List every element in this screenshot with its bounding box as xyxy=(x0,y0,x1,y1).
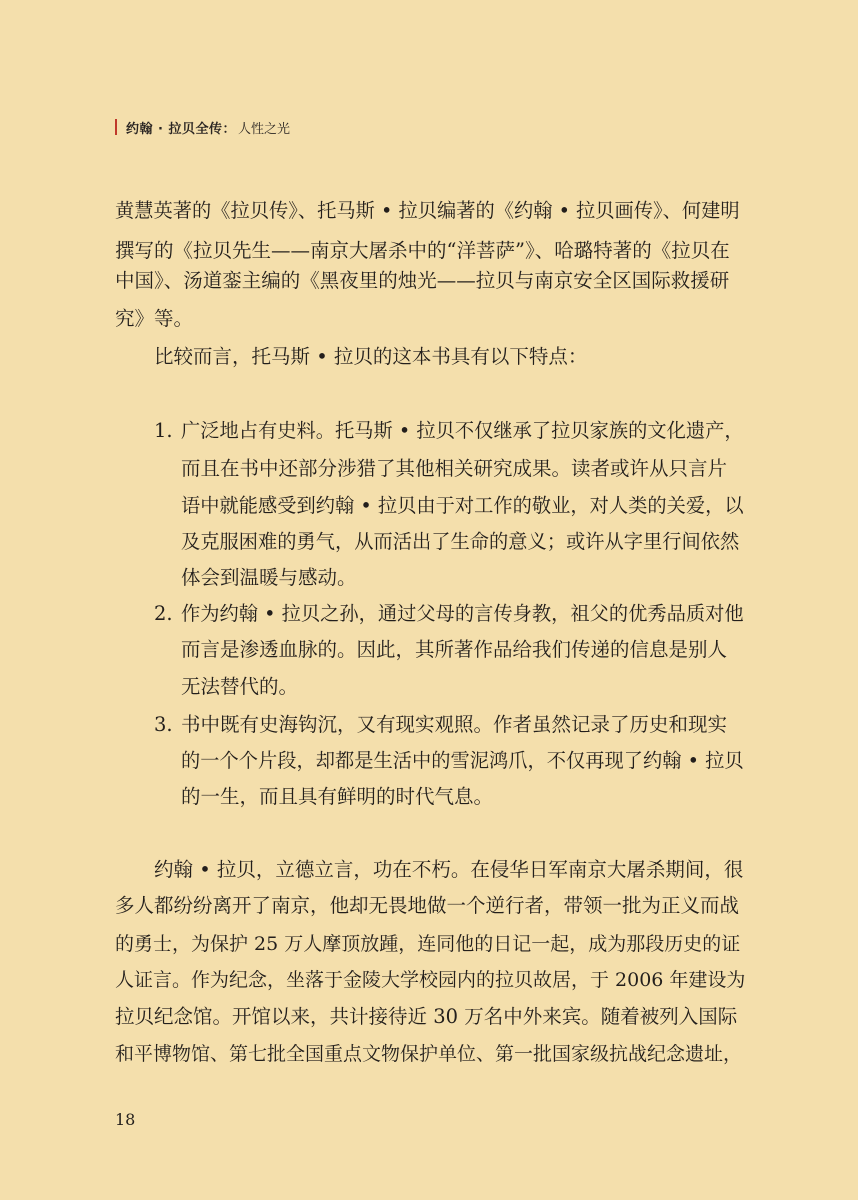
text-line: 体会到温暖与感动。 xyxy=(181,566,357,589)
text-line: 语中就能感受到约翰 • 拉贝由于对工作的敬业，对人类的关爱，以 xyxy=(181,494,744,517)
text-line: 撰写的《拉贝先生——南京大屠杀中的“洋菩萨”》、哈璐特著的《拉贝在 xyxy=(115,239,730,262)
text-line: 广泛地占有史料。托马斯 • 拉贝不仅继承了拉贝家族的文化遗产， xyxy=(181,419,744,442)
text-line: 和平博物馆、第七批全国重点文物保护单位、第一批国家级抗战纪念遗址， xyxy=(115,1043,743,1065)
list-number: 3. xyxy=(154,713,173,736)
text-line: 无法替代的。 xyxy=(181,675,299,698)
text-line: 而言是渗透血脉的。因此，其所著作品给我们传递的信息是别人 xyxy=(181,638,728,661)
list-number: 2. xyxy=(154,602,173,625)
header-title: 约翰 · 拉贝全传： xyxy=(126,121,236,137)
text-line: 黄慧英著的《拉贝传》、托马斯 • 拉贝编著的《约翰 • 拉贝画传》、何建明 xyxy=(115,199,740,222)
text-line: 的一生，而且具有鲜明的时代气息。 xyxy=(181,785,494,808)
text-line: 多人都纷纷离开了南京，他却无畏地做一个逆行者，带领一批为正义而战 xyxy=(115,894,740,917)
text-line: 书中既有史海钩沉，又有现实观照。作者虽然记录了历史和现实 xyxy=(181,713,728,736)
text-line: 人证言。作为纪念，坐落于金陵大学校园内的拉贝故居，于 2006 年建设为 xyxy=(115,969,746,991)
header-accent-bar xyxy=(115,119,117,135)
text-line: 的勇士，为保护 25 万人摩顶放踵，连同他的日记一起，成为那段历史的证 xyxy=(115,933,741,955)
text-line: 及克服困难的勇气，从而活出了生命的意义；或许从字里行间依然 xyxy=(181,530,740,553)
header-subtitle: 人性之光 xyxy=(238,121,291,137)
text-line: 约翰 • 拉贝，立德立言，功在不朽。在侵华日军南京大屠杀期间，很 xyxy=(154,858,744,881)
text-line: 而且在书中还部分涉猎了其他相关研究成果。读者或许从只言片 xyxy=(181,457,728,480)
text-line: 拉贝纪念馆。开馆以来，共计接待近 30 万名中外来宾。随着被列入国际 xyxy=(115,1005,738,1028)
page-number: 18 xyxy=(115,1110,136,1129)
text-line: 的一个个片段，却都是生活中的雪泥鸿爪，不仅再现了约翰 • 拉贝 xyxy=(181,749,744,772)
text-line: 究》等。 xyxy=(115,307,194,330)
text-line: 中国》、汤道銮主编的《黑夜里的烛光——拉贝与南京安全区国际救援研 xyxy=(115,269,730,292)
running-header xyxy=(115,116,290,138)
text-line: 作为约翰 • 拉贝之孙，通过父母的言传身教，祖父的优秀品质对他 xyxy=(181,602,744,625)
paragraph-2: 比较而言，托马斯 • 拉贝的这本书具有以下特点： xyxy=(154,345,588,368)
list-number: 1. xyxy=(154,419,173,442)
